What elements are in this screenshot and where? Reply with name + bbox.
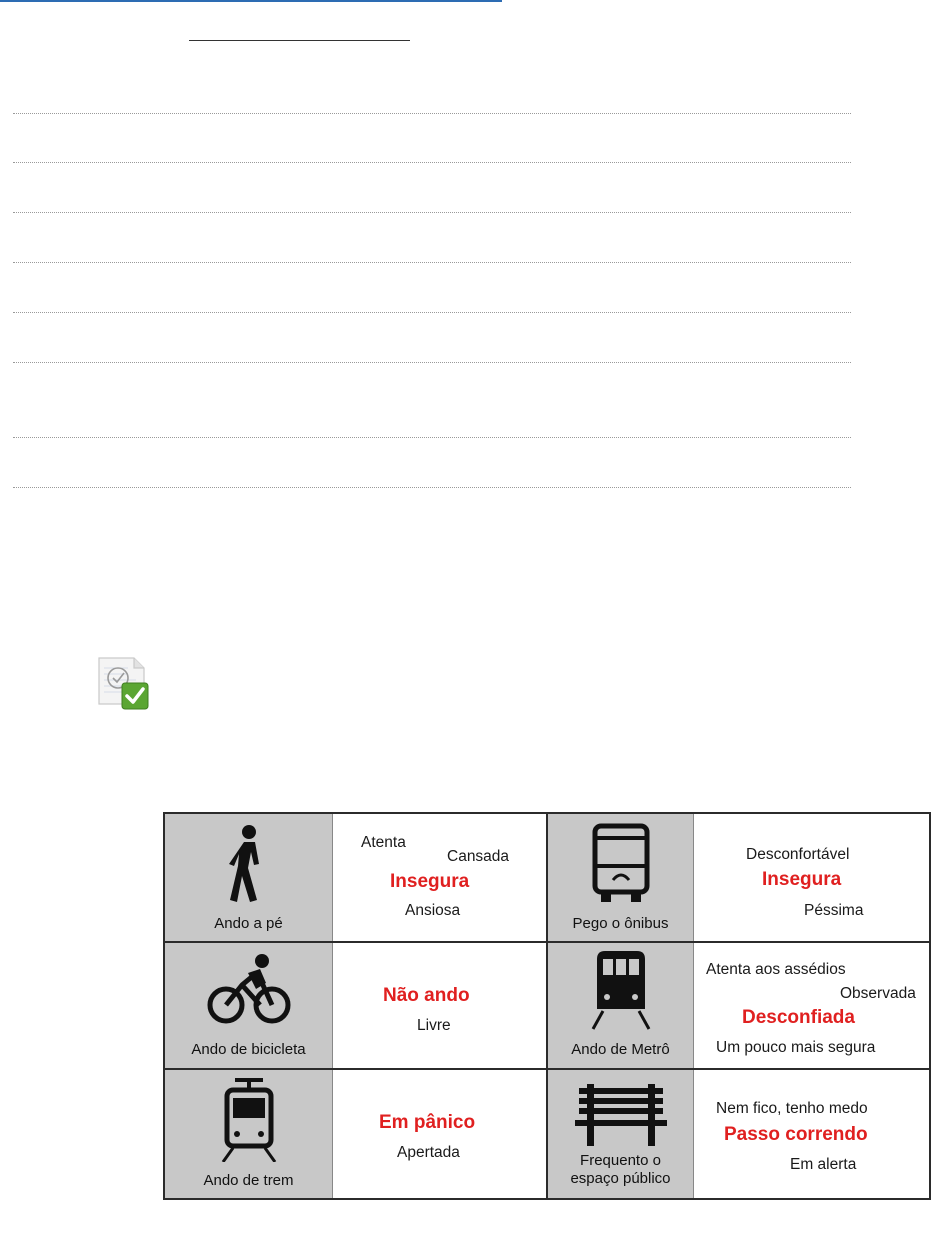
table-words-cell [694, 814, 929, 941]
feeling-word-highlight: Insegura [762, 869, 842, 890]
answer-line [13, 312, 851, 313]
table-words-cell [333, 814, 546, 941]
bus-icon [589, 822, 653, 904]
mobility-feelings-table [163, 812, 931, 1200]
feeling-word-highlight: Em pânico [379, 1112, 476, 1133]
answer-line [13, 362, 851, 363]
feeling-word: Cansada [447, 848, 510, 865]
answer-line [13, 437, 851, 438]
table-icon-cell [548, 814, 694, 941]
cell-label: Frequento o [580, 1152, 661, 1169]
answer-line [13, 212, 851, 213]
feeling-word: Em alerta [790, 1156, 857, 1173]
feeling-word: Atenta [361, 834, 406, 851]
cell-label: espaço público [570, 1170, 671, 1187]
task-check-icon [96, 656, 150, 710]
table-words-cell [694, 943, 929, 1068]
feeling-word-highlight: Não ando [383, 985, 470, 1006]
feeling-word-highlight: Insegura [390, 871, 470, 892]
answer-line [13, 113, 851, 114]
cell-label: Pego o ônibus [572, 915, 669, 932]
table-words-cell [694, 1070, 929, 1198]
table-words-cell [333, 943, 546, 1068]
feeling-word: Um pouco mais segura [716, 1039, 876, 1056]
cyclist-icon [204, 953, 294, 1029]
table-icon-cell [165, 1070, 333, 1198]
answer-line [13, 162, 851, 163]
feeling-word: Ansiosa [405, 902, 461, 919]
cell-label: Ando a pé [214, 915, 283, 932]
pedestrian-icon [219, 824, 279, 904]
cell-label: Ando de trem [203, 1172, 294, 1189]
feeling-word: Livre [417, 1017, 451, 1034]
feeling-word-highlight: Passo correndo [724, 1124, 868, 1145]
feeling-word: Apertada [397, 1144, 460, 1161]
table-words-cell [333, 1070, 546, 1198]
feeling-word-highlight: Desconfiada [742, 1007, 855, 1028]
cell-label: Ando de bicicleta [191, 1041, 306, 1058]
feeling-word: Desconfortável [746, 846, 850, 863]
bench-icon [575, 1084, 667, 1146]
answer-lines [13, 0, 851, 500]
feeling-word: Péssima [804, 902, 864, 919]
answer-line [13, 487, 851, 488]
cell-label: Ando de Metrô [571, 1041, 670, 1058]
table-icon-cell [165, 814, 333, 941]
table-icon-cell [165, 943, 333, 1068]
answer-line [13, 262, 851, 263]
metro-icon [589, 949, 653, 1031]
feeling-word: Atenta aos assédios [706, 961, 846, 978]
feeling-word: Observada [840, 985, 916, 1002]
train-icon [217, 1076, 281, 1162]
table-icon-cell [548, 1070, 694, 1198]
table-icon-cell [548, 943, 694, 1068]
feeling-word: Nem fico, tenho medo [716, 1100, 868, 1117]
